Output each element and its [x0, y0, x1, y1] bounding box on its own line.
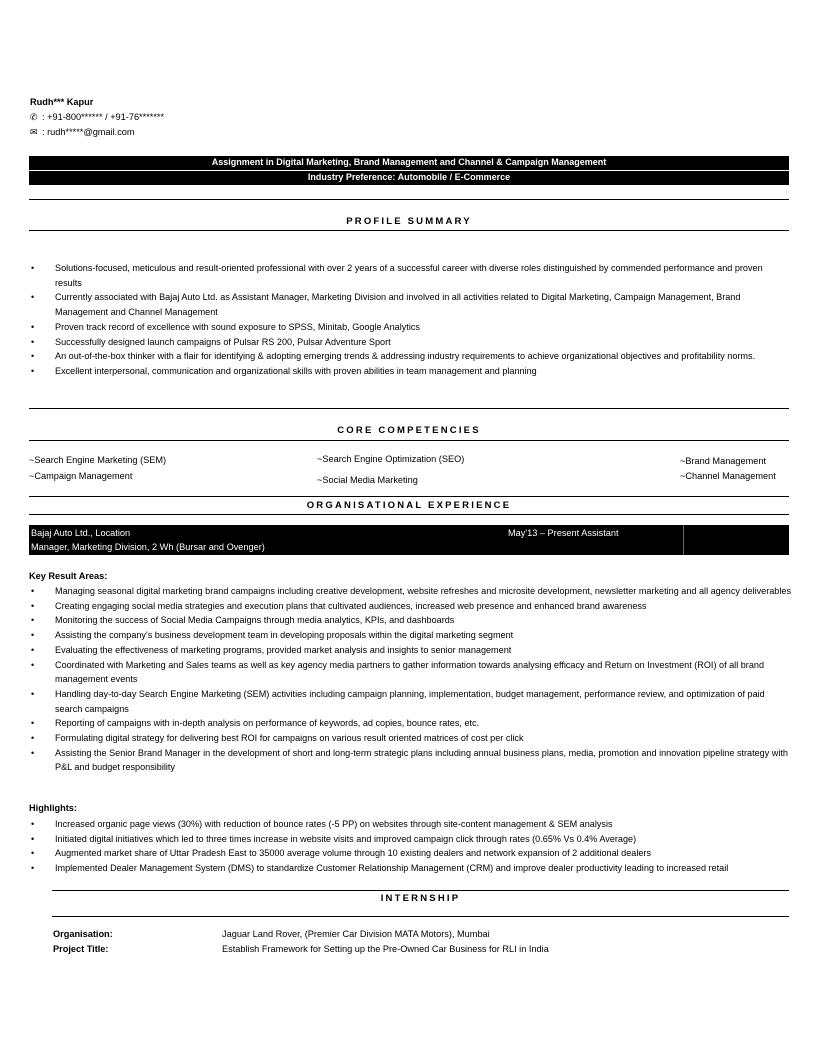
- list-item: • Evaluating the effectiveness of marketing programs, provided market analysis and insights to senior management: [29, 643, 791, 658]
- cell-divider: [683, 525, 684, 555]
- phone-icon: ✆: [30, 112, 38, 122]
- list-item: • Coordinated with Marketing and Sales teams as well as key agency media partners to gather information towards analysing efficacy and Return on Investment (ROI) of all brand management events: [29, 658, 791, 687]
- list-item: • Handling day-to-day Search Engine Marketing (SEM) activities including campaign planning, implementation, budget management, performance review, and optimization of paid search campaigns: [29, 687, 791, 716]
- competency-item: ~Campaign Management: [29, 471, 133, 481]
- organisation-value: Jaguar Land Rover, (Premier Car Division MATA Motors), Mumbai: [222, 929, 490, 939]
- list-item: • Excellent interpersonal, communication and organizational skills with proven abilities in team management and planning: [29, 364, 791, 379]
- project-title-value: Establish Framework for Setting up the Pre-Owned Car Business for RLI in India: [222, 944, 549, 954]
- divider: [52, 916, 789, 917]
- project-title-label: Project Title:: [53, 944, 109, 954]
- list-item: • Successfully designed launch campaigns of Pulsar RS 200, Pulsar Adventure Sport: [29, 335, 791, 350]
- list-item: • Creating engaging social media strategies and execution plans that cultivated audiences, increased web presence and enhanced brand awareness: [29, 599, 791, 614]
- kra-label: Key Result Areas:: [29, 571, 108, 581]
- list-item: • Assisting the company's business development team in developing proposals within the digital marketing segment: [29, 628, 791, 643]
- divider: [29, 440, 789, 441]
- list-item: • Monitoring the success of Social Media Campaigns through media analytics, KPIs, and dashboards: [29, 613, 791, 628]
- list-item: • Initiated digital initiatives which led to three times increase in website visits and improved campaign click through rates (0.65% Vs 0.4% Average): [29, 832, 791, 847]
- divider: [29, 199, 789, 200]
- experience-header-bar: [29, 525, 789, 555]
- list-item: • Implemented Dealer Management System (DMS) to standardize Customer Relationship Management (CRM) and improve dealer productivity leading to increased retail: [29, 861, 791, 876]
- job-period: May'13 – Present Assistant: [508, 528, 619, 538]
- job-role: Manager, Marketing Division, 2 Wh (Bursar and Ovenger): [31, 542, 265, 552]
- profile-summary-heading: PROFILE SUMMARY: [346, 216, 472, 227]
- list-item: • Increased organic page views (30%) with reduction of bounce rates (-5 PP) on websites through site-content management & SEM analysis: [29, 817, 791, 832]
- list-item: • Managing seasonal digital marketing brand campaigns including creative development, website refreshes and microsite development, newsletter marketing and all agency deliverables: [29, 584, 791, 599]
- phone-line: [30, 111, 164, 124]
- candidate-name: Rudh*** Kapur: [30, 97, 94, 107]
- divider: [52, 890, 789, 891]
- list-item: • Reporting of campaigns with in-depth analysis on performance of keywords, ad copies, bounce rates, etc.: [29, 716, 791, 731]
- list-item: • Formulating digital strategy for delivering best ROI for campaigns on various result oriented matrices of cost per click: [29, 731, 791, 746]
- experience-heading: ORGANISATIONAL EXPERIENCE: [306, 500, 512, 511]
- list-item: • An out-of-the-box thinker with a flair for identifying & adopting emerging trends & addressing industry requirements to achieve organizational objectives and profitability norms.: [29, 349, 791, 364]
- internship-heading: INTERNSHIP: [380, 893, 461, 904]
- list-item: • Augmented market share of Uttar Pradesh East to 35000 average volume through 10 existing dealers and network expansion of 2 additional dealers: [29, 846, 791, 861]
- list-item: • Proven track record of excellence with sound exposure to SPSS, Minitab, Google Analytics: [29, 320, 791, 335]
- competency-item: ~Social Media Marketing: [317, 475, 418, 485]
- email-text: : rudh*****@gmail.com: [42, 127, 135, 137]
- banner-line-2: Industry Preference: Automobile / E-Commerce: [29, 170, 789, 185]
- organisation-label: Organisation:: [53, 929, 113, 939]
- divider: [29, 230, 789, 231]
- competency-item: ~Search Engine Marketing (SEM): [29, 455, 167, 465]
- kra-list: [29, 584, 791, 775]
- envelope-icon: ✉: [30, 127, 38, 137]
- email-line: [30, 126, 135, 139]
- list-item: • Assisting the Senior Brand Manager in the development of short and long-term strategic plans including annual business plans, media, promotion and innovation pipeline strategy with P&L and budget responsibility: [29, 746, 791, 775]
- profile-summary-list: [29, 261, 791, 379]
- competency-item: ~Channel Management: [680, 471, 776, 481]
- banner-line-1: Assignment in Digital Marketing, Brand Management and Channel & Campaign Management: [29, 156, 789, 170]
- company-name: Bajaj Auto Ltd., Location: [31, 528, 131, 538]
- competency-item: ~Search Engine Optimization (SEO): [317, 454, 465, 464]
- highlights-list: [29, 817, 791, 876]
- competency-item: ~Brand Management: [680, 456, 767, 466]
- list-item: • Currently associated with Bajaj Auto Ltd. as Assistant Manager, Marketing Division and involved in all activities related to Digital Marketing, Campaign Management, Brand Management and Channel Management: [29, 290, 791, 319]
- divider: [29, 496, 789, 497]
- list-item: • Solutions-focused, meticulous and result-oriented professional with over 2 years of a successful career with diverse roles distinguished by commended performance and proven results: [29, 261, 791, 290]
- core-competencies-heading: CORE COMPETENCIES: [337, 425, 481, 436]
- highlights-label: Highlights:: [29, 803, 77, 813]
- divider: [29, 408, 789, 409]
- divider: [29, 514, 789, 515]
- phone-text: : +91-800****** / +91-76*******: [42, 112, 165, 122]
